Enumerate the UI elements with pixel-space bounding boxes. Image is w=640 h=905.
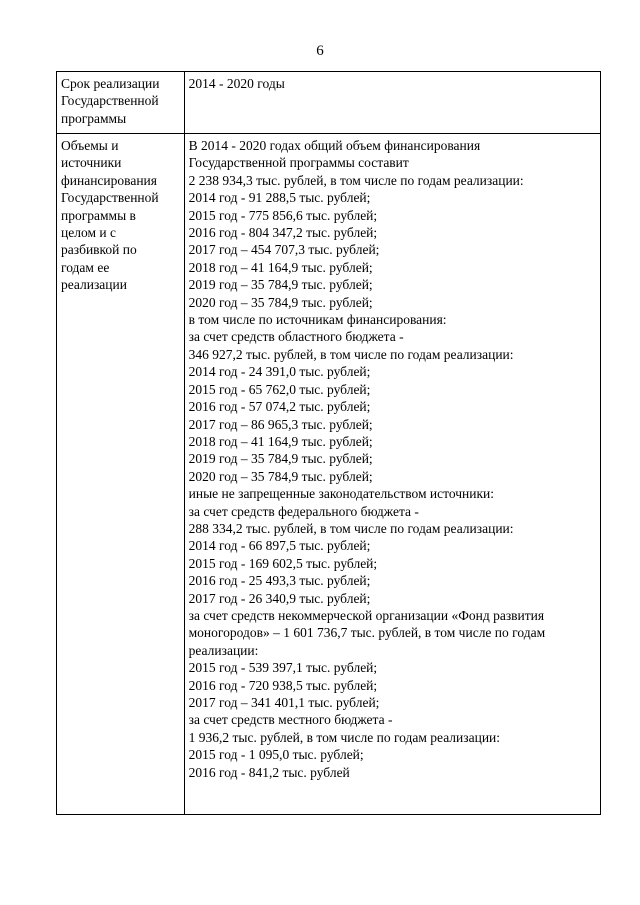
- funding-label-line: Государственной: [61, 190, 159, 206]
- funding-text-line: 2017 год – 454 707,3 тыс. рублей;: [188, 242, 380, 258]
- period-value-cell: [184, 72, 600, 134]
- funding-text-line: реализации:: [188, 642, 259, 658]
- period-label-line: Государственной: [61, 93, 159, 109]
- funding-text-line: 2015 год - 539 397,1 тыс. рублей;: [188, 660, 378, 676]
- funding-text-line: за счет средств областного бюджета -: [188, 329, 404, 345]
- funding-text-line: 2015 год - 775 856,6 тыс. рублей;: [188, 207, 378, 223]
- funding-text-line: 2016 год - 57 074,2 тыс. рублей;: [188, 399, 371, 415]
- funding-label-line: реализации: [61, 277, 127, 293]
- program-passport-table: [56, 71, 601, 815]
- period-label-line: программы: [61, 110, 127, 126]
- funding-text-line: за счет средств некоммерческой организации «Фонд развития: [188, 607, 545, 623]
- funding-text-line: 2015 год - 169 602,5 тыс. рублей;: [188, 555, 378, 571]
- funding-text-line: 2017 год – 86 965,3 тыс. рублей;: [188, 416, 373, 432]
- funding-text-line: 2015 год - 65 762,0 тыс. рублей;: [188, 381, 371, 397]
- funding-text-line: 2019 год – 35 784,9 тыс. рублей;: [188, 451, 373, 467]
- funding-text-line: 2017 год – 341 401,1 тыс. рублей;: [188, 695, 380, 710]
- funding-text-line: 1 936,2 тыс. рублей, в том числе по годам реализации:: [188, 729, 501, 745]
- funding-text-line: В 2014 - 2020 годах общий объем финансирования: [188, 138, 481, 153]
- funding-text-line: 2014 год - 24 391,0 тыс. рублей;: [188, 364, 371, 380]
- funding-text-line: моногородов» – 1 601 736,7 тыс. рублей, в том числе по годам: [188, 625, 546, 641]
- funding-text-line: за счет средств федерального бюджета -: [188, 503, 419, 519]
- funding-text-line: 2018 год – 41 164,9 тыс. рублей;: [188, 259, 373, 275]
- funding-text-line: 346 927,2 тыс. рублей, в том числе по годам реализации:: [188, 346, 514, 362]
- funding-text-line: 2016 год - 804 347,2 тыс. рублей;: [188, 225, 378, 241]
- funding-text-line: 2016 год - 841,2 тыс. рублей: [188, 764, 350, 780]
- table-row-implementation-period: [57, 72, 601, 134]
- funding-text-line: 2014 год - 91 288,5 тыс. рублей;: [188, 190, 371, 206]
- funding-text-line: в том числе по источникам финансирования:: [188, 312, 447, 328]
- funding-text-line: иные не запрещенные законодательством источники:: [188, 486, 495, 502]
- funding-text-line: 2016 год - 720 938,5 тыс. рублей;: [188, 677, 378, 693]
- funding-label-cell: [57, 134, 185, 815]
- funding-label-line: годам ее: [61, 259, 110, 275]
- funding-label-line: разбивкой по: [61, 242, 137, 258]
- funding-text-line: 2017 год - 26 340,9 тыс. рублей;: [188, 590, 371, 606]
- funding-text-line: 2016 год - 25 493,3 тыс. рублей;: [188, 573, 371, 589]
- funding-label-line: Объемы и: [61, 138, 119, 153]
- funding-text-line: 2019 год – 35 784,9 тыс. рублей;: [188, 277, 373, 293]
- funding-label-line: целом и с: [61, 225, 116, 241]
- funding-text-line: 2 238 934,3 тыс. рублей, в том числе по годам реализации:: [188, 172, 524, 188]
- period-label-line: Срок реализации: [61, 76, 160, 91]
- funding-value-cell: [184, 134, 600, 815]
- funding-text-line: Государственной программы составит: [188, 155, 409, 171]
- period-value: 2014 - 2020 годы: [188, 76, 285, 91]
- page-number: 6: [316, 43, 324, 59]
- funding-text-line: 2014 год - 66 897,5 тыс. рублей;: [188, 538, 371, 554]
- funding-text-line: 2020 год – 35 784,9 тыс. рублей;: [188, 468, 373, 484]
- funding-label-line: программы в: [61, 207, 136, 223]
- period-label-cell: [57, 72, 185, 134]
- funding-text-line: 288 334,2 тыс. рублей, в том числе по годам реализации:: [188, 520, 514, 536]
- funding-text-line: за счет средств местного бюджета -: [188, 712, 393, 728]
- funding-label-line: источники: [61, 155, 122, 171]
- funding-text-line: 2015 год - 1 095,0 тыс. рублей;: [188, 747, 364, 763]
- table-row-funding: [57, 134, 601, 815]
- funding-text-line: 2018 год – 41 164,9 тыс. рублей;: [188, 433, 373, 449]
- funding-label-line: финансирования: [61, 172, 157, 188]
- funding-text-line: 2020 год – 35 784,9 тыс. рублей;: [188, 294, 373, 310]
